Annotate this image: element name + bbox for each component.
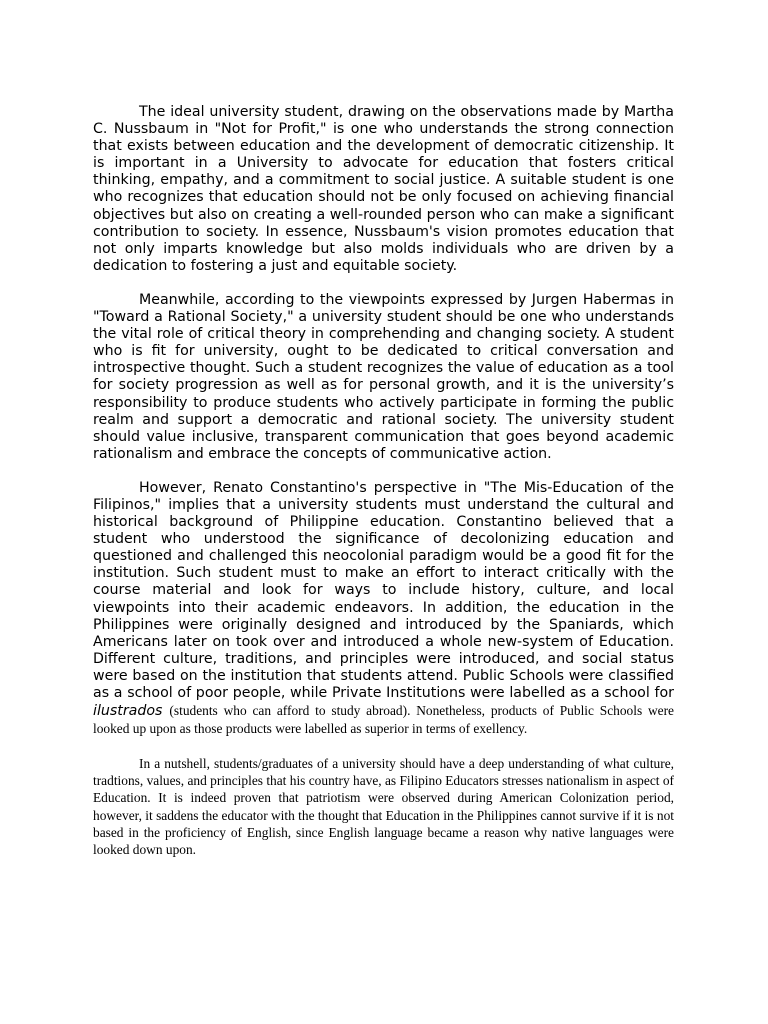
paragraph-gap xyxy=(93,463,674,480)
italic-term-ilustrados: ilustrados xyxy=(93,703,163,720)
paragraph-constantino xyxy=(93,480,674,738)
paragraph-gap xyxy=(93,738,674,755)
paragraph-constantino-tail: (students who can afford to study abroad). Nonetheless, products of Public Schools were looked up upon as those products were labelled as superior in terms of exellency. xyxy=(93,703,674,737)
paragraph-conclusion: In a nutshell, students/graduates of a university should have a deep understanding of what culture, tradtions, values, and principles that his country have, as Filipino Educators stresses nationalism in aspect of Education. It is indeed proven that patriotism were observed during American Colonization period, however, it saddens the educator with the thought that Education in the Philippines cannot survive if it is not based in the proficiency of English, since English language became a reason why native languages were looked down upon. xyxy=(93,756,674,857)
paragraph-nussbaum: The ideal university student, drawing on the observations made by Martha C. Nussbaum in "Not for Profit," is one who understands the strong connection that exists between education and the development of democratic citizenship. It is important in a University to advocate for education that fosters critical thinking, empathy, and a commitment to social justice. A suitable student is one who recognizes that education should not be only focused on achieving financial objectives but also on creating a well-rounded person who can make a significant contribution to society. In essence, Nussbaum's vision promotes education that not only imparts knowledge but also molds individuals who are driven by a dedication to fostering a just and equitable society. xyxy=(93,104,674,274)
paragraph-constantino-main: However, Renato Constantino's perspective in "The Mis-Education of the Filipinos," implies that a university students must understand the cultural and historical background of Philippine education. Constantino believed that a student who understood the significance of decolonizing education and questioned and challenged this neocolonial paradigm would be a good fit for the institution. Such student must to make an effort to interact critically with the course material and look for ways to include history, culture, and local viewpoints into their academic endeavors. In addition, the education in the Philippines were originally designed and introduced by the Spaniards, which Americans later on took over and introduced a whole new-system of Education. Different culture, traditions, and principles were introduced, and social status were based on the institution that students attend. Public Schools were classified as a school of poor people, while Private Institutions were labelled as a school for xyxy=(93,479,674,701)
paragraph-gap xyxy=(93,275,674,292)
paragraph-habermas: Meanwhile, according to the viewpoints expressed by Jurgen Habermas in "Toward a Rational Society," a university student should be one who understands the vital role of critical theory in comprehending and changing society. A student who is fit for university, ought to be dedicated to critical conversation and introspective thought. Such a student recognizes the value of education as a tool for society progression as well as for personal growth, and it is the university’s responsibility to produce students who actively participate in forming the public realm and support a democratic and rational society. The university student should value inclusive, transparent communication that goes beyond academic rationalism and embrace the concepts of communicative action. xyxy=(93,291,674,462)
document-page xyxy=(93,104,674,858)
